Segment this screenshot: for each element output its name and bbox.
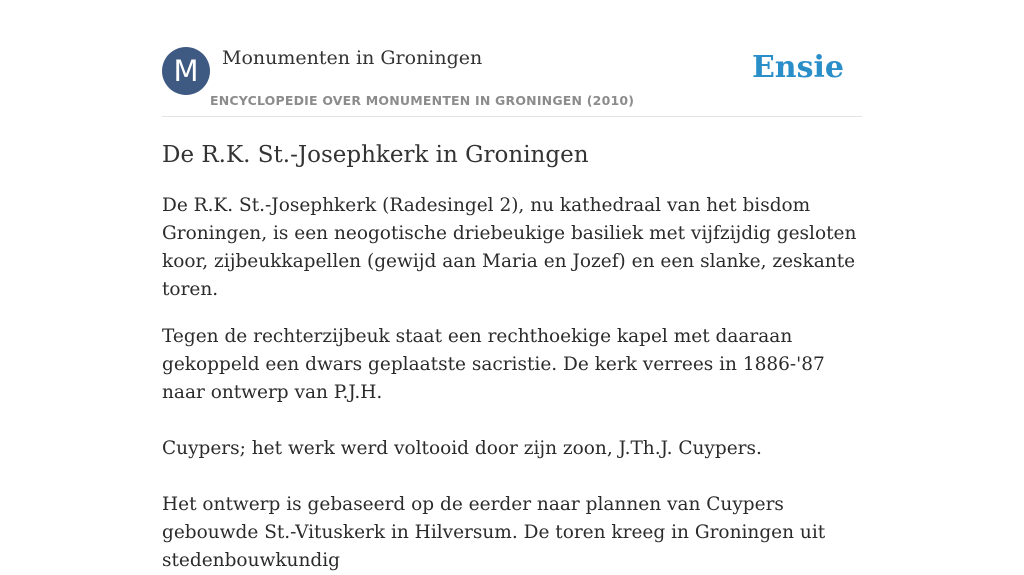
article-title: De R.K. St.-Josephkerk in Groningen	[162, 142, 589, 168]
article-paragraph: De R.K. St.-Josephkerk (Radesingel 2), nu kathedraal van het bisdom Groningen, is een neogotische driebeukige basiliek met vijfzijdig gesloten koor, zijbeukkapellen (gewijd aan Maria en Jozef) en een slanke, zeskante toren.	[162, 195, 857, 300]
avatar[interactable]: M	[162, 47, 210, 95]
site-title[interactable]: Monumenten in Groningen	[222, 47, 483, 69]
article-paragraph: Het ontwerp is gebaseerd op de eerder naar plannen van Cuypers gebouwde St.-Vituskerk in Hilversum. De toren kreeg in Groningen uit stedenbouwkundig	[162, 494, 826, 571]
article	[162, 136, 862, 575]
brand-logo[interactable]: Ensie	[751, 50, 844, 85]
article-paragraph: Cuypers; het werk werd voltooid door zijn zoon, J.Th.J. Cuypers.	[162, 438, 762, 459]
site-header	[162, 44, 862, 117]
article-paragraph: Tegen de rechterzijbeuk staat een rechthoekige kapel met daaraan gekoppeld een dwars geplaatste sacristie. De kerk verrees in 1886-'87 naar ontwerp van P.J.H.	[162, 326, 825, 403]
site-subtitle: ENCYCLOPEDIE OVER MONUMENTEN IN GRONINGEN (2010)	[210, 93, 635, 108]
